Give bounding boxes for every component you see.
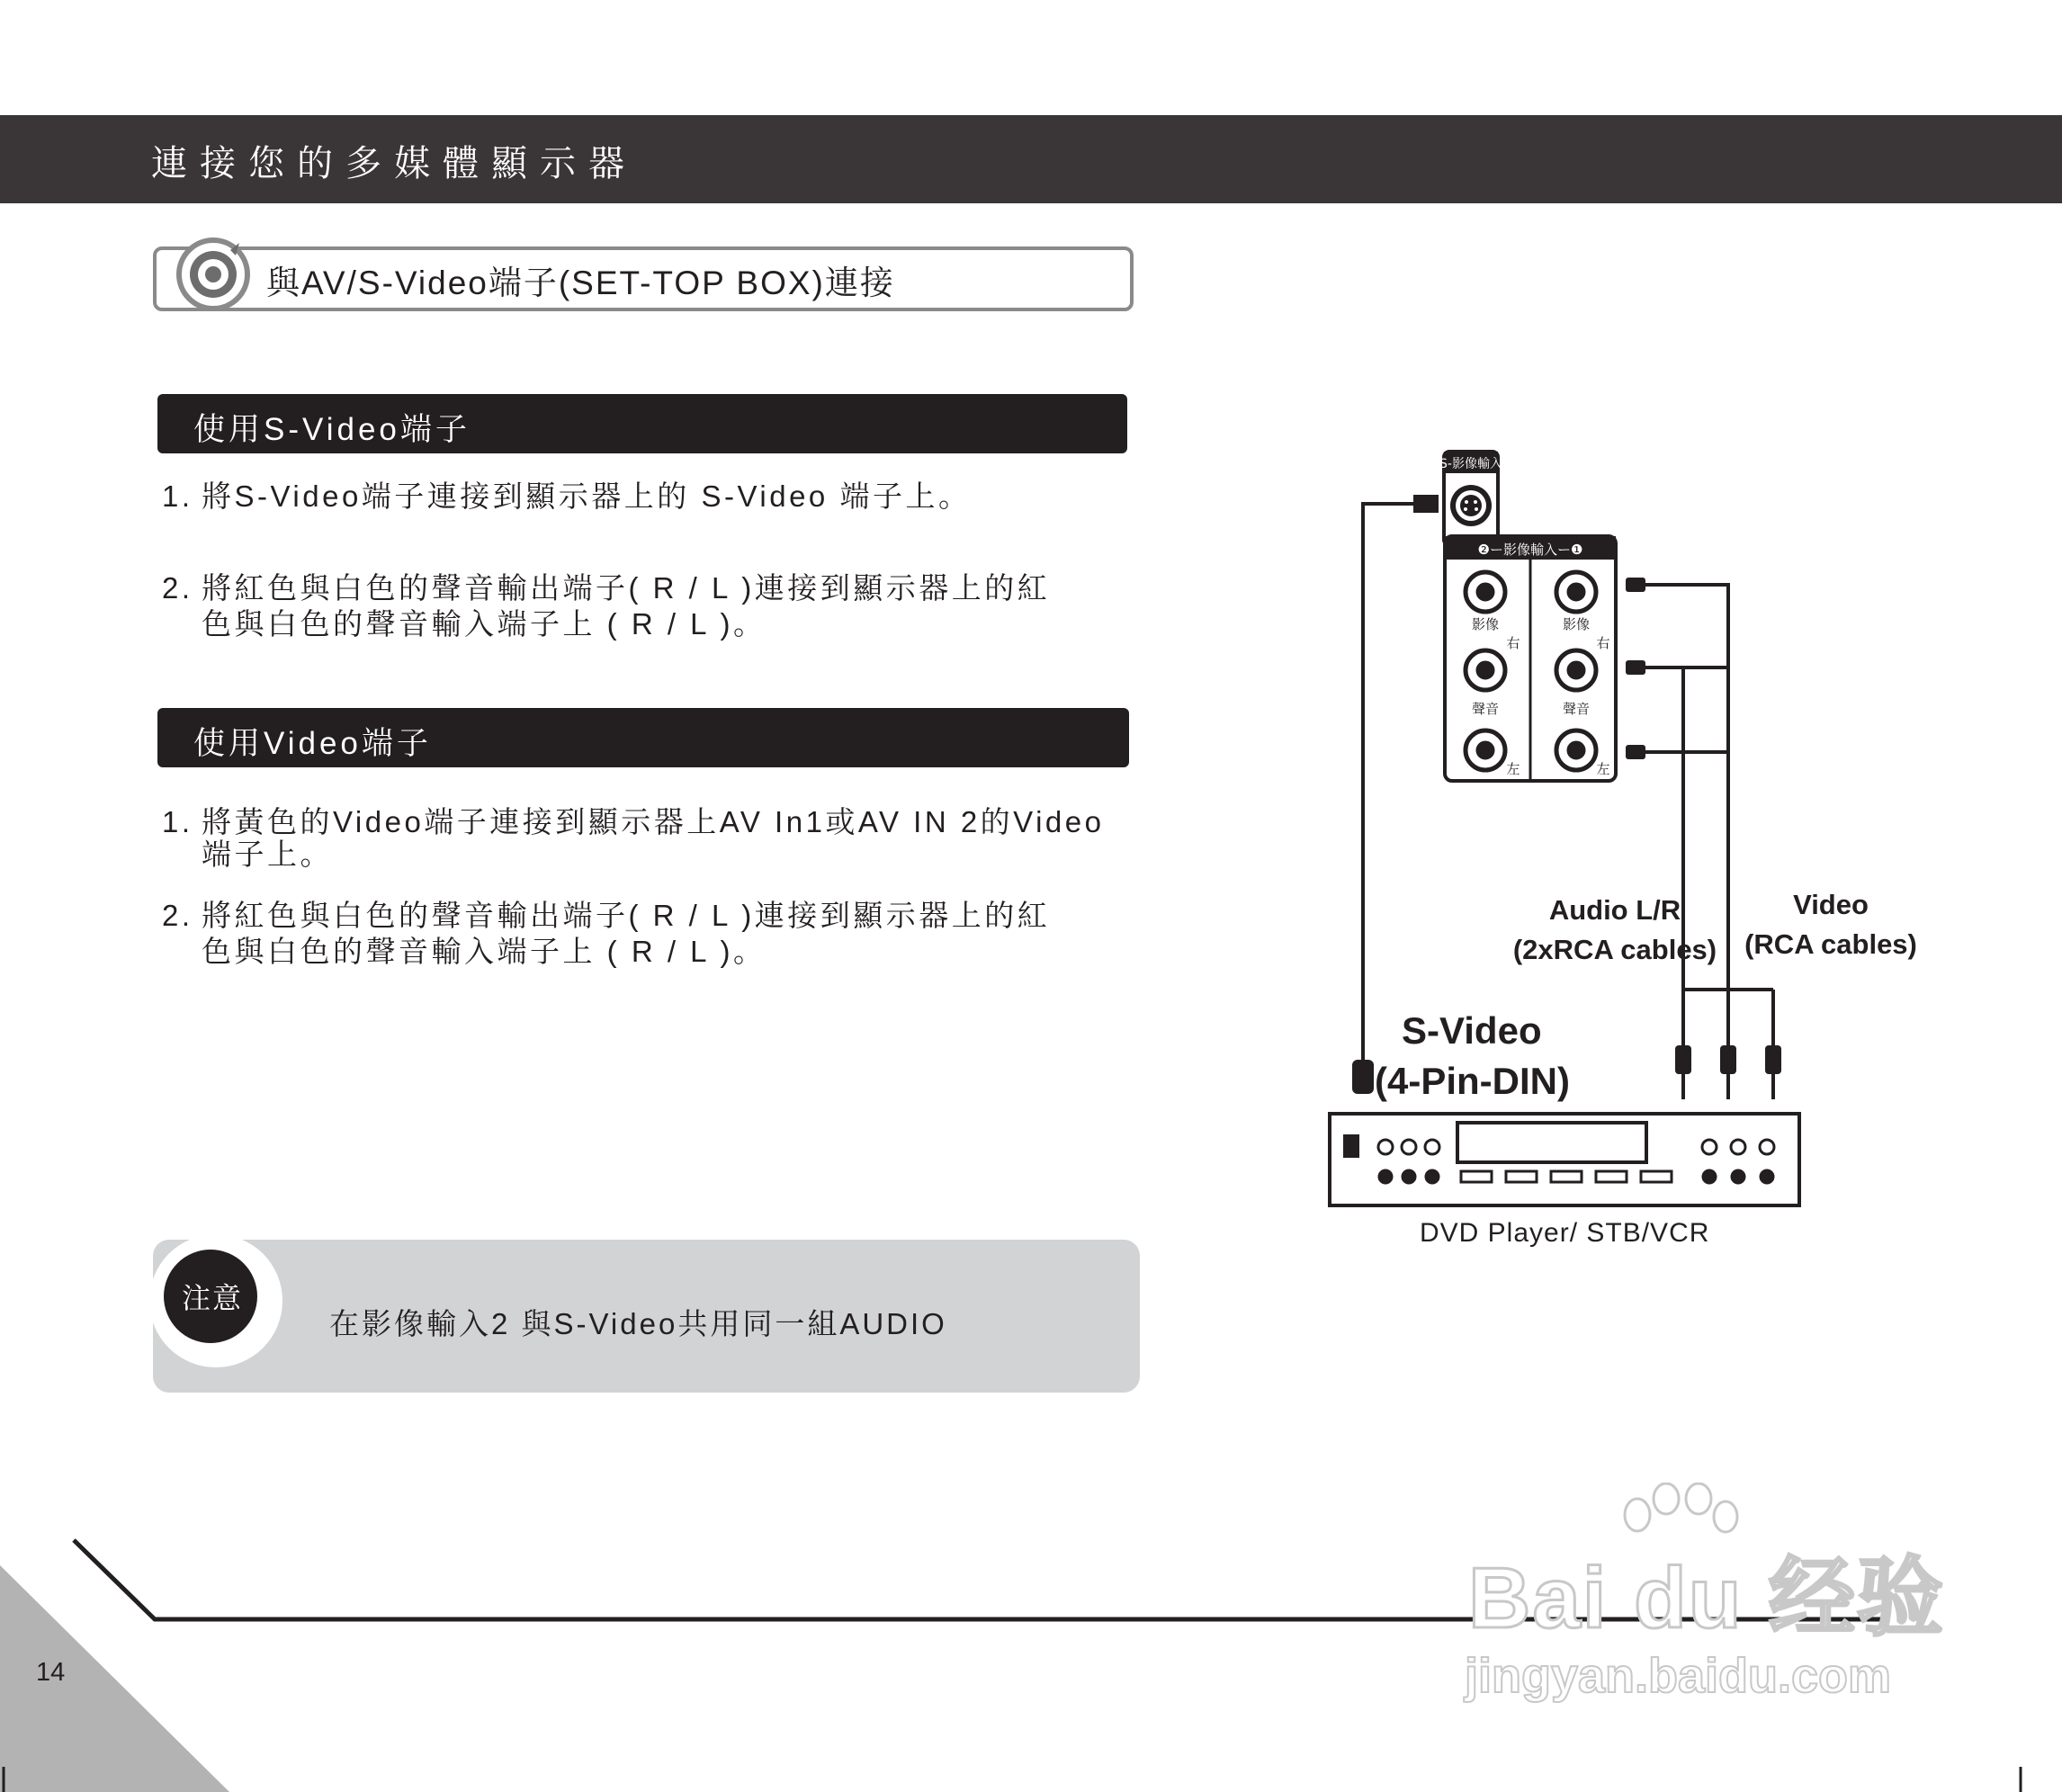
svideo-step-1	[0, 479, 1170, 515]
step-text: 將紅色與白色的聲音輸出端子( R / L )連接到顯示器上的紅	[202, 571, 1051, 605]
video-cable-label	[1736, 885, 1925, 964]
audio-cable-label-line2: (2xRCA cables)	[1512, 934, 1717, 965]
video-heading: 使用Video端子	[193, 726, 432, 761]
svideo-step-2	[0, 570, 1170, 642]
av-panel-label: ❷ー影像輸入ー❶	[1477, 542, 1583, 558]
jack-left-label: 左	[1596, 761, 1610, 777]
section-title: 與AV/S-Video端子(SET-TOP BOX)連接	[266, 264, 895, 301]
audio-cable-label	[1493, 891, 1736, 970]
step-text: 色與白色的聲音輸入端子上 ( R / L )。	[202, 607, 767, 641]
note-text: 在影像輸入2 與S-Video共用同一組AUDIO	[329, 1307, 947, 1340]
target-icon	[176, 237, 250, 311]
video-step-2	[0, 898, 1170, 970]
audio-cable-label-line1: Audio L/R	[1548, 894, 1681, 926]
step-number: 2.	[162, 571, 193, 605]
dvd-player	[1330, 1114, 1799, 1205]
step-text: 將S-Video端子連接到顯示器上的 S-Video 端子上。	[202, 479, 972, 513]
video-cable-label-line1: Video	[1793, 889, 1869, 920]
jack-right-label: 右	[1596, 635, 1610, 651]
video-step-1	[0, 804, 1170, 876]
jack-right-label: 右	[1506, 635, 1520, 651]
step-text: 色與白色的聲音輸入端子上 ( R / L )。	[202, 935, 767, 968]
page-number: 14	[36, 1658, 66, 1687]
svideo-input-panel	[1439, 452, 1502, 545]
rca-cables	[1642, 585, 1773, 1099]
step-text: 端子上。	[202, 838, 333, 871]
rca-plugs	[1626, 578, 1781, 1074]
svideo-cable-label	[1375, 1006, 1570, 1107]
watermark-logo: Bai du 经验	[1468, 1550, 1946, 1646]
step-number: 1.	[162, 479, 193, 513]
page-title: 連接您的多媒體顯示器	[151, 144, 637, 184]
step-text: 將紅色與白色的聲音輸出端子( R / L )連接到顯示器上的紅	[202, 899, 1051, 932]
watermark-url: jingyan.baidu.com	[1465, 1649, 1892, 1703]
video-cable-label-line2: (RCA cables)	[1744, 928, 1917, 960]
device-label: DVD Player/ STB/VCR	[1420, 1218, 1710, 1248]
step-text: 將黃色的Video端子連接到顯示器上AV In1或AV IN 2的Video	[202, 805, 1105, 838]
svideo-panel-label: S-影像輸入	[1439, 457, 1502, 471]
note-badge-label: 注意	[181, 1282, 243, 1314]
jack-left-label: 左	[1506, 761, 1520, 777]
svideo-cable	[1354, 497, 1437, 1092]
step-number: 2.	[162, 899, 193, 932]
svideo-cable-label-line1: S-Video	[1402, 1009, 1542, 1052]
jack-audio-label: 聲音	[1562, 701, 1591, 717]
av-input-panel	[1445, 536, 1616, 781]
jack-video-label: 影像	[1471, 616, 1500, 632]
svideo-heading: 使用S-Video端子	[193, 412, 471, 447]
step-number: 1.	[162, 805, 193, 838]
svideo-cable-label-line2: (4-Pin-DIN)	[1375, 1060, 1570, 1102]
jack-audio-label: 聲音	[1471, 701, 1500, 717]
jack-video-label: 影像	[1562, 616, 1591, 632]
